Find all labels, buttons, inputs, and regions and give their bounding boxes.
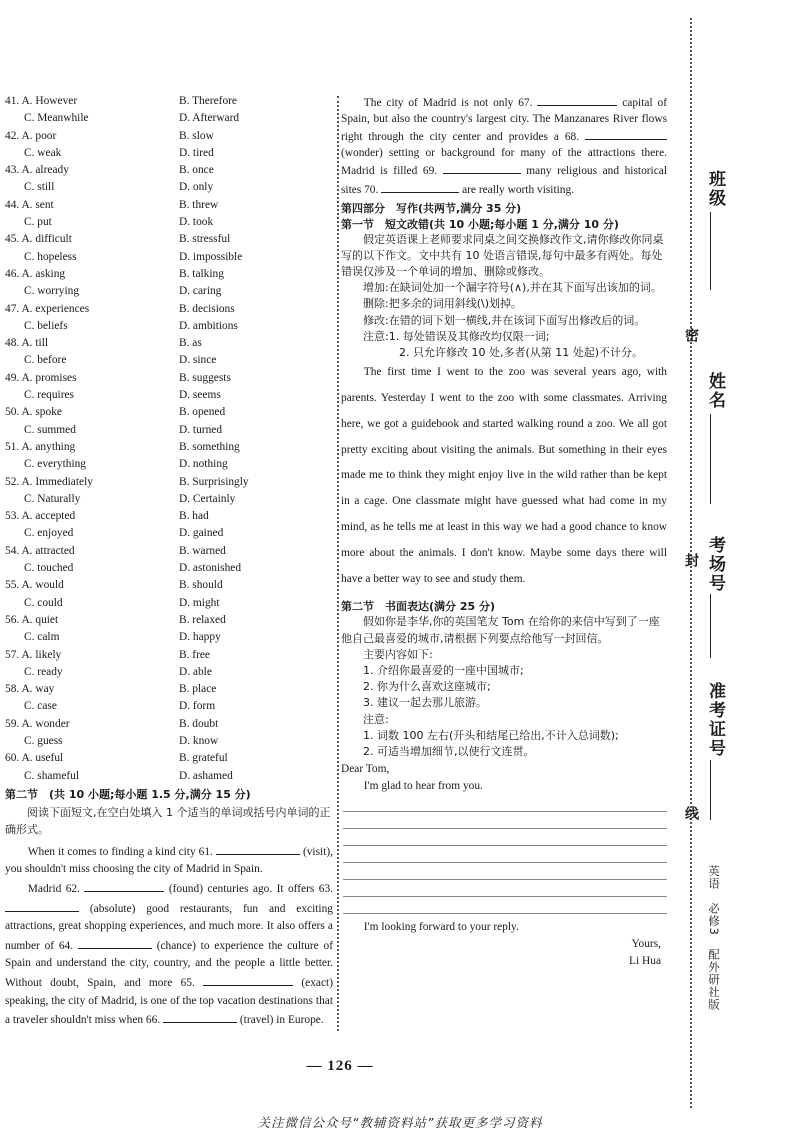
option-b[interactable]: B. had xyxy=(179,510,209,523)
writing-line[interactable] xyxy=(343,880,667,897)
passage-text: (exact) speaking, the city of Madrid, is one of the top vacation destinations that a traveler shouldn't miss when 66. xyxy=(5,977,333,1027)
option-a[interactable]: 48. A. till xyxy=(5,337,49,350)
option-a[interactable]: 57. A. likely xyxy=(5,648,62,661)
option-d[interactable]: D. Certainly xyxy=(179,492,236,505)
option-c[interactable]: C. case xyxy=(24,700,57,713)
writing-line[interactable] xyxy=(343,795,667,812)
answer-blank-68[interactable] xyxy=(585,127,667,140)
choice-row xyxy=(5,525,333,542)
proofreading-rule-add: 增加:在缺词处加一个漏字符号(∧),并在其下面写出该加的词。 xyxy=(363,281,662,295)
option-d[interactable]: D. caring xyxy=(179,285,222,298)
proofreading-heading: 第一节 短文改错(共 10 小题;每小题 1 分,满分 10 分) xyxy=(341,217,619,231)
answer-blank-62[interactable] xyxy=(84,879,164,892)
option-b[interactable]: B. suggests xyxy=(179,371,231,384)
writing-note-2: 2. 可适当增加细节,以使行文连贯。 xyxy=(363,744,535,758)
choice-row xyxy=(5,318,333,335)
option-a[interactable]: 41. A. However xyxy=(5,95,78,107)
option-a[interactable]: 52. A. Immediately xyxy=(5,475,93,488)
option-c[interactable]: C. guess xyxy=(24,734,63,747)
option-d[interactable]: D. since xyxy=(179,354,217,367)
passage-paragraph-3 xyxy=(341,93,667,199)
choice-row xyxy=(5,179,333,196)
option-d[interactable]: D. only xyxy=(179,181,214,194)
option-a[interactable]: 46. A. asking xyxy=(5,267,66,280)
writing-main-points-label: 主要内容如下: xyxy=(363,647,433,661)
proofreading-note-1: 注意:1. 每处错误及其修改均仅限一词; xyxy=(363,329,550,343)
answer-blank-65[interactable] xyxy=(203,973,293,986)
option-b[interactable]: B. something xyxy=(179,440,240,453)
choice-row xyxy=(5,93,333,110)
option-c[interactable]: C. still xyxy=(24,181,55,194)
proofreading-note-2: 2. 只允许修改 10 处,多者(从第 11 处起)不计分。 xyxy=(399,345,644,359)
proofreading-essay: The first time I went to the zoo was several years ago, with parents. Yesterday I went to the zoo with some classmates. Arriving here, we got a guidebook and started walking round a zoo. We all got pretty exciting about visiting the animals. But something in their eyes made me to think they might enjoy live in the wild rather than be kept in a cage. One classmate might have guessed what had come in my mind, as he tells me at least in this way we had a good chance to know more about the animals. I don't know. Maybe some days there will have a better way to see and study them. xyxy=(341,366,667,585)
option-d[interactable]: D. happy xyxy=(179,631,221,644)
choice-row xyxy=(5,612,333,629)
answer-blank-66[interactable] xyxy=(163,1010,237,1023)
passage-paragraph-2 xyxy=(5,879,333,1030)
option-b[interactable]: B. Therefore xyxy=(179,95,237,107)
answer-blank-67[interactable] xyxy=(537,93,617,106)
option-b[interactable]: B. place xyxy=(179,683,217,696)
option-b[interactable]: B. stressful xyxy=(179,233,231,246)
choice-row xyxy=(5,647,333,664)
choice-row xyxy=(5,249,333,266)
option-b[interactable]: B. as xyxy=(179,337,202,350)
choice-row xyxy=(5,335,333,352)
page-number: — 126 — xyxy=(306,1058,374,1074)
option-d[interactable]: D. took xyxy=(179,216,214,229)
name-field[interactable] xyxy=(710,414,711,504)
choice-row xyxy=(5,110,333,127)
choice-row xyxy=(5,197,333,214)
answer-blank-63[interactable] xyxy=(5,899,79,912)
option-a[interactable]: 44. A. sent xyxy=(5,198,54,211)
choice-row xyxy=(5,716,333,733)
option-a[interactable]: 50. A. spoke xyxy=(5,406,62,419)
part4-heading: 第四部分 写作(共两节,满分 35 分) xyxy=(341,201,522,215)
name-label: 姓名 xyxy=(705,372,725,410)
writing-heading: 第二节 书面表达(满分 25 分) xyxy=(341,600,496,614)
passage-text: are really worth visiting. xyxy=(462,183,575,196)
writing-line[interactable] xyxy=(343,846,667,863)
writing-point-1: 1. 介绍你最喜爱的一座中国城市; xyxy=(363,663,524,677)
passage-text: (travel) in Europe. xyxy=(239,1014,324,1027)
option-b[interactable]: B. doubt xyxy=(179,717,219,730)
option-c[interactable]: C. summed xyxy=(24,423,76,436)
option-b[interactable]: B. Surprisingly xyxy=(179,475,249,488)
choice-row xyxy=(5,162,333,179)
option-a[interactable]: 55. A. would xyxy=(5,579,64,592)
choice-row xyxy=(5,370,333,387)
letter-signature: Li Hua xyxy=(629,955,661,968)
writing-line[interactable] xyxy=(343,897,667,914)
option-b[interactable]: B. free xyxy=(179,648,210,661)
option-c[interactable]: C. shameful xyxy=(24,769,80,782)
option-c[interactable]: C. ready xyxy=(24,665,63,678)
choice-row xyxy=(5,474,333,491)
option-a[interactable]: 42. A. poor xyxy=(5,129,57,142)
answer-blank-61[interactable] xyxy=(216,842,300,855)
letter-opening: I'm glad to hear from you. xyxy=(363,780,483,793)
answer-blank-70[interactable] xyxy=(381,180,459,193)
choice-row xyxy=(5,128,333,145)
seal-mark-mi: 密 xyxy=(683,328,699,342)
option-d[interactable]: D. Afterward xyxy=(179,112,240,125)
subject-label: 英语 必修3 配外研社版 xyxy=(707,865,721,1011)
option-a[interactable]: 59. A. wonder xyxy=(5,717,70,730)
option-d[interactable]: D. know xyxy=(179,734,219,747)
proofreading-rule-delete: 删除:把多余的词用斜线(\)划掉。 xyxy=(363,297,522,311)
choice-row xyxy=(5,508,333,525)
letter-writing-area[interactable] xyxy=(341,795,667,914)
multiple-choice-options xyxy=(5,93,333,785)
writing-line[interactable] xyxy=(343,863,667,880)
choice-row xyxy=(5,422,333,439)
option-d[interactable]: D. gained xyxy=(179,527,224,540)
choice-row xyxy=(5,595,333,612)
option-c[interactable]: C. hopeless xyxy=(24,250,77,263)
option-a[interactable]: 54. A. attracted xyxy=(5,544,75,557)
option-d[interactable]: D. ashamed xyxy=(179,769,233,782)
letter-salutation: Dear Tom, xyxy=(341,763,390,776)
option-d[interactable]: D. nothing xyxy=(179,458,228,471)
writing-line[interactable] xyxy=(343,829,667,846)
column-divider xyxy=(337,96,339,1031)
option-d[interactable]: D. astonished xyxy=(179,562,242,575)
option-c[interactable]: C. enjoyed xyxy=(24,527,74,540)
choice-row xyxy=(5,629,333,646)
proofreading-rule-modify: 修改:在错的词下划一横线,并在该词下面写出修改后的词。 xyxy=(363,313,646,327)
choice-row xyxy=(5,387,333,404)
binding-margin xyxy=(680,0,800,1140)
option-c[interactable]: C. everything xyxy=(24,458,87,471)
option-a[interactable]: 53. A. accepted xyxy=(5,510,76,523)
writing-note-label: 注意: xyxy=(363,712,389,726)
option-b[interactable]: B. once xyxy=(179,164,214,177)
writing-line[interactable] xyxy=(343,812,667,829)
option-c[interactable]: C. beliefs xyxy=(24,319,68,332)
choice-row xyxy=(5,733,333,750)
passage-text: (visit), you shouldn't miss choosing the city of Madrid in Spain. xyxy=(5,845,333,876)
footer-notice: 关注微信公众号“教辅资料站”获取更多学习资料 xyxy=(257,1115,543,1130)
passage-text: capital of Spain, but also the country's largest city. The Manzanares River flows right through the city center and provides a 68. xyxy=(341,97,667,144)
option-c[interactable]: C. calm xyxy=(24,631,60,644)
choice-row xyxy=(5,664,333,681)
writing-note-1: 1. 词数 100 左右(开头和结尾已给出,不计入总词数); xyxy=(363,728,619,742)
choice-row xyxy=(5,681,333,698)
option-a[interactable]: 47. A. experiences xyxy=(5,302,90,315)
option-b[interactable]: B. decisions xyxy=(179,302,235,315)
choice-row xyxy=(5,543,333,560)
passage-text: (absolute) good restaurants, fun and exciting attractions, great shopping experiences, and much more. It also offers a number of 64. xyxy=(5,902,333,952)
option-d[interactable]: D. turned xyxy=(179,423,223,436)
choice-row xyxy=(5,491,333,508)
option-c[interactable]: C. put xyxy=(24,216,52,229)
option-a[interactable]: 49. A. promises xyxy=(5,371,77,384)
option-b[interactable]: B. slow xyxy=(179,129,214,142)
option-c[interactable]: C. Meanwhile xyxy=(24,112,89,125)
passage-text: When it comes to finding a kind city 61. xyxy=(27,845,213,858)
exam-room-field[interactable] xyxy=(710,594,711,658)
option-a[interactable]: 45. A. difficult xyxy=(5,233,72,246)
option-b[interactable]: B. warned xyxy=(179,544,226,557)
option-a[interactable]: 51. A. anything xyxy=(5,440,76,453)
option-d[interactable]: D. form xyxy=(179,700,216,713)
answer-blank-64[interactable] xyxy=(78,936,152,949)
right-column xyxy=(341,93,667,970)
passage-text: Madrid 62. xyxy=(27,883,80,896)
passage-text: (wonder) setting or background for many of the attractions there. Madrid is filled 69. xyxy=(341,146,667,178)
option-a[interactable]: 58. A. way xyxy=(5,683,55,696)
proofreading-instruction: 假定英语课上老师要求同桌之间交换修改作文,请你修改你同桌写的以下作文。文中共有 10 处语言错误,每句中最多有两处。每处错误仅涉及一个单词的增加、删除或修改。 xyxy=(341,232,664,278)
choice-row xyxy=(5,231,333,248)
choice-row xyxy=(5,404,333,421)
option-c[interactable]: C. before xyxy=(24,354,67,367)
choice-row xyxy=(5,560,333,577)
writing-point-3: 3. 建议一起去那儿旅游。 xyxy=(363,696,487,710)
option-b[interactable]: B. grateful xyxy=(179,752,228,765)
option-d[interactable]: D. tired xyxy=(179,146,214,159)
letter-sign-off: Yours, xyxy=(631,938,661,951)
seal-mark-xian: 线 xyxy=(683,806,699,820)
passage-text: (found) centuries ago. It offers 63. xyxy=(168,883,333,896)
option-b[interactable]: B. talking xyxy=(179,267,224,280)
choice-row xyxy=(5,145,333,162)
passage-paragraph-1 xyxy=(5,842,333,879)
class-field[interactable] xyxy=(710,212,711,290)
choice-row xyxy=(5,577,333,594)
option-d[interactable]: D. seems xyxy=(179,389,221,402)
option-b[interactable]: B. relaxed xyxy=(179,613,226,626)
option-d[interactable]: D. ambitions xyxy=(179,319,238,332)
option-a[interactable]: 60. A. useful xyxy=(5,752,64,765)
choice-row xyxy=(5,352,333,369)
ticket-number-label: 准考证号 xyxy=(705,682,725,758)
choice-row xyxy=(5,439,333,456)
option-c[interactable]: C. Naturally xyxy=(24,492,81,505)
choice-row xyxy=(5,698,333,715)
writing-point-2: 2. 你为什么喜欢这座城市; xyxy=(363,680,491,694)
passage-text: many religious and historical sites 70. xyxy=(341,165,667,196)
option-c[interactable]: C. worrying xyxy=(24,285,80,298)
option-d[interactable]: D. able xyxy=(179,665,212,678)
choice-row xyxy=(5,456,333,473)
option-c[interactable]: C. weak xyxy=(24,146,62,159)
option-a[interactable]: 43. A. already xyxy=(5,164,69,177)
answer-blank-69[interactable] xyxy=(443,161,521,174)
left-column xyxy=(5,93,333,1030)
choice-row xyxy=(5,768,333,785)
seal-mark-feng: 封 xyxy=(683,553,699,567)
ticket-number-field[interactable] xyxy=(710,760,711,820)
section2-heading: 第二节 (共 10 小题;每小题 1.5 分,满分 15 分) xyxy=(5,787,251,801)
option-a[interactable]: 56. A. quiet xyxy=(5,613,59,626)
option-b[interactable]: B. opened xyxy=(179,406,226,419)
section2-instruction: 阅读下面短文,在空白处填入 1 个适当的单词或括号内单词的正确形式。 xyxy=(5,805,331,836)
class-label: 班级 xyxy=(705,170,725,208)
choice-row xyxy=(5,301,333,318)
option-d[interactable]: D. impossible xyxy=(179,250,243,263)
option-b[interactable]: B. threw xyxy=(179,198,219,211)
option-c[interactable]: C. could xyxy=(24,596,63,609)
choice-row xyxy=(5,283,333,300)
letter-closing: I'm looking forward to your reply. xyxy=(363,921,519,934)
exam-room-label: 考场号 xyxy=(705,536,725,593)
option-c[interactable]: C. requires xyxy=(24,389,74,402)
passage-text: (chance) to experience the culture of Spain and understand the city, country, and the people a little better. Without doubt, Spain, and more 65. xyxy=(5,939,334,990)
option-c[interactable]: C. touched xyxy=(24,562,74,575)
option-b[interactable]: B. should xyxy=(179,579,223,592)
writing-instruction: 假如你是李华,你的英国笔友 Tom 在给你的来信中写到了一座他自己最喜爱的城市,请根据下列要点给他写一封回信。 xyxy=(341,615,660,645)
choice-row xyxy=(5,266,333,283)
option-d[interactable]: D. might xyxy=(179,596,220,609)
choice-row xyxy=(5,214,333,231)
choice-row xyxy=(5,750,333,767)
passage-text: The city of Madrid is not only 67. xyxy=(363,97,533,109)
